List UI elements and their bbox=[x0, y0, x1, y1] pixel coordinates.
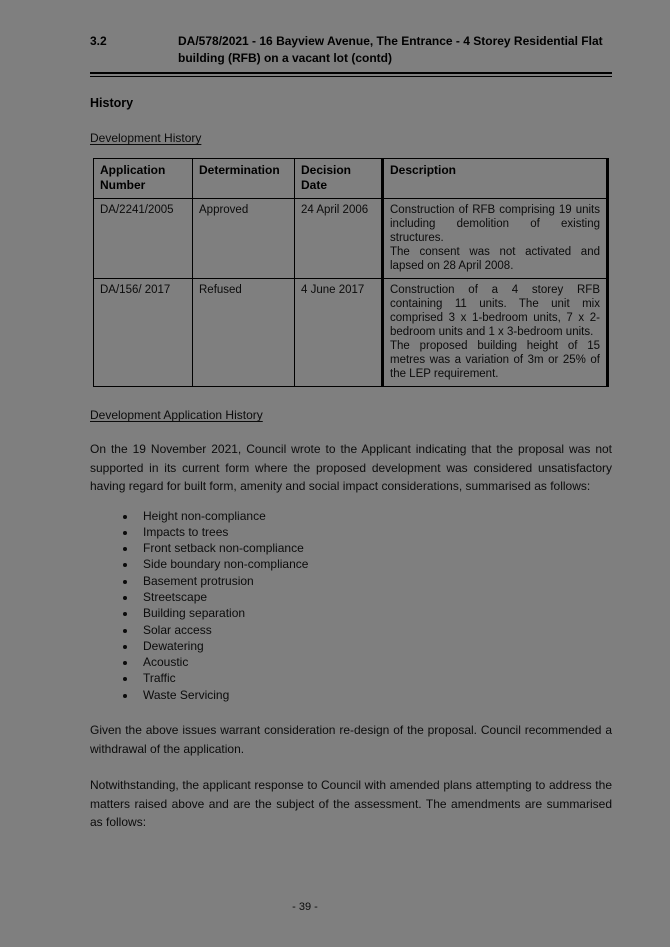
cell-decision-date: 4 June 2017 bbox=[295, 279, 383, 387]
description-paragraph: Construction of a 4 storey RFB containing 11 units. The unit mix comprised 3 x 1-bedroom units, 7 x 2-bedroom units and 1 x 3-bedroom units. bbox=[390, 284, 600, 338]
description-paragraph: The consent was not activated and lapsed on 28 April 2008. bbox=[390, 246, 600, 272]
list-item: • Impacts to trees bbox=[137, 524, 612, 540]
list-item: • Dewatering bbox=[137, 638, 612, 654]
column-header-description: Description bbox=[383, 159, 608, 199]
cell-determination: Refused bbox=[193, 279, 295, 387]
column-header-application-number: Application Number bbox=[94, 159, 193, 199]
list-item: • Acoustic bbox=[137, 654, 612, 670]
history-heading: History bbox=[90, 96, 134, 110]
column-header-determination: Determination bbox=[193, 159, 295, 199]
description-paragraph: The proposed building height of 15 metres was a variation of 3m or 25% of the LEP requirement. bbox=[390, 340, 600, 380]
list-item: • Front setback non-compliance bbox=[137, 540, 612, 556]
header-divider-rule bbox=[90, 72, 612, 77]
table-row bbox=[94, 279, 608, 387]
table-row bbox=[94, 199, 608, 279]
list-item: • Basement protrusion bbox=[137, 573, 612, 589]
list-item: • Height non-compliance bbox=[137, 508, 612, 524]
issues-bullet-list bbox=[90, 508, 612, 704]
intro-paragraph: On the 19 November 2021, Council wrote to the Applicant indicating that the proposal was not supported in its current form where the proposed development was considered unsatisfactory having regard for built form, amenity and social impact considerations, summarised as follows: bbox=[90, 442, 612, 493]
cell-decision-date: 24 April 2006 bbox=[295, 199, 383, 279]
list-item: • Side boundary non-compliance bbox=[137, 556, 612, 572]
section-number: 3.2 bbox=[90, 34, 107, 48]
list-item: • Traffic bbox=[137, 670, 612, 686]
development-history-subheading: Development History bbox=[90, 131, 202, 145]
list-item: • Solar access bbox=[137, 622, 612, 638]
list-item: • Waste Servicing bbox=[137, 687, 612, 703]
page-number: - 39 - bbox=[292, 901, 318, 913]
list-item: • Building separation bbox=[137, 605, 612, 621]
recommendation-paragraph: Given the above issues warrant consideration re-design of the proposal. Council recommended a withdrawal of the application. bbox=[90, 723, 612, 756]
cell-description bbox=[383, 199, 608, 279]
development-history-table bbox=[93, 158, 609, 387]
report-item-title: DA/578/2021 - 16 Bayview Avenue, The Entrance - 4 Storey Residential Flat building (RFB) on a vacant lot (contd) bbox=[178, 34, 603, 65]
report-item-header bbox=[90, 33, 612, 67]
cell-determination: Approved bbox=[193, 199, 295, 279]
cell-description bbox=[383, 279, 608, 387]
page-content bbox=[90, 33, 612, 832]
response-paragraph: Notwithstanding, the applicant response to Council with amended plans attempting to address the matters raised above and are the subject of the assessment. The amendments are summarised as follows: bbox=[90, 778, 612, 830]
cell-application-number: DA/156/ 2017 bbox=[94, 279, 193, 387]
list-item: • Streetscape bbox=[137, 589, 612, 605]
column-header-decision-date: Decision Date bbox=[295, 159, 383, 199]
cell-application-number: DA/2241/2005 bbox=[94, 199, 193, 279]
table-header-row bbox=[94, 159, 608, 199]
development-application-history-subheading: Development Application History bbox=[90, 408, 263, 422]
description-paragraph: Construction of RFB comprising 19 units including demolition of existing structures. bbox=[390, 204, 600, 244]
